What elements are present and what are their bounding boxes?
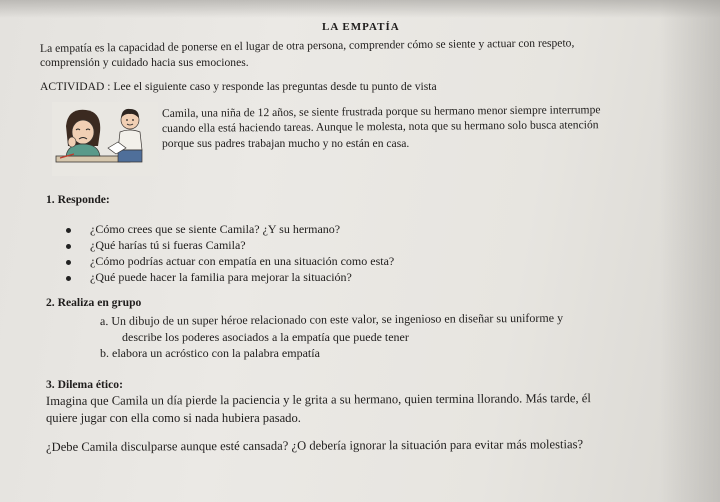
section-3-heading: 3. Dilema ético: xyxy=(46,378,123,391)
question-4: ¿Qué puede hacer la familia para mejorar la situación? xyxy=(90,270,352,284)
intro-line-1: La empatía es la capacidad de ponerse en el lugar de otra persona, comprender cómo se siente y actuar con respeto, xyxy=(39,36,575,55)
case-line-3: porque sus padres trabajan mucho y no están en casa. xyxy=(162,137,410,150)
page-title: LA EMPATÍA xyxy=(322,21,400,33)
bullet-dot xyxy=(66,260,71,265)
section-2-heading: 2. Realiza en grupo xyxy=(46,296,142,309)
question-3: ¿Cómo podrías actuar con empatía en una situación como esta? xyxy=(90,254,395,268)
intro-line-2: comprensión y cuidado hacia sus emociones. xyxy=(40,56,249,69)
bullet-dot xyxy=(66,244,71,249)
group-item-a-line-2: describe los poderes asociados a la empatía que puede tener xyxy=(122,330,409,344)
dilemma-line-2: quiere jugar con ella como si nada hubiera pasado. xyxy=(46,411,301,425)
page-shadow-top xyxy=(0,0,720,18)
activity-instruction: ACTIVIDAD : Lee el siguiente caso y responde las preguntas desde tu punto de vista xyxy=(40,80,437,93)
girl-and-boy-illustration-icon xyxy=(52,102,158,176)
dilemma-question: ¿Debe Camila disculparse aunque esté cansada? ¿O debería ignorar la situación para evitar más molestias? xyxy=(45,437,584,454)
dilemma-line-1: Imagina que Camila un día pierde la paciencia y le grita a su hermano, quien termina llorando. Más tarde, él xyxy=(45,391,591,408)
question-2: ¿Qué harías tú si fueras Camila? xyxy=(90,238,246,252)
group-item-a-line-1: a. Un dibujo de un super héroe relacionado con este valor, se ingenioso en diseñar su uniforme y xyxy=(99,310,564,328)
question-1: ¿Cómo crees que se siente Camila? ¿Y su hermano? xyxy=(90,222,341,236)
group-item-b: b. elabora un acróstico con la palabra empatía xyxy=(100,346,320,360)
bullet-dot xyxy=(66,276,71,281)
case-line-2: cuando ella está haciendo tareas. Aunque le molesta, nota que su hermano solo busca atención xyxy=(161,118,599,135)
bullet-dot xyxy=(66,228,71,233)
section-1-heading: 1. Responde: xyxy=(46,193,110,206)
case-line-1: Camila, una niña de 12 años, se siente frustrada porque su hermano menor siempre interrumpe xyxy=(161,103,601,120)
page-shadow-right xyxy=(660,0,720,502)
